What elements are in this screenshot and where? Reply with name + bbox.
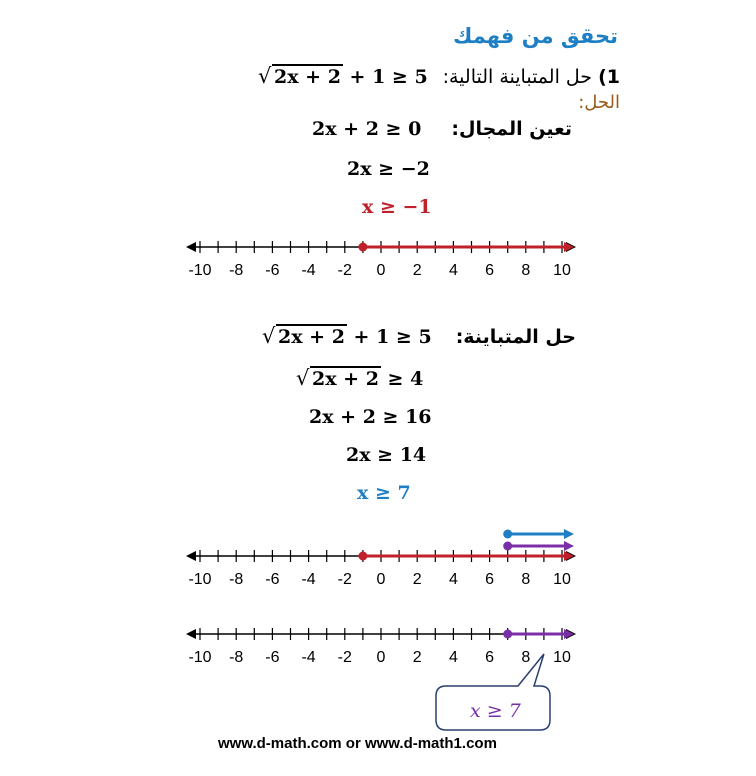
solve-line-3: 2x + 2 ≥ 16: [309, 406, 432, 428]
solve-result: x ≥ 7: [357, 482, 411, 504]
problem-text: حل المتباينة التالية:: [442, 66, 593, 88]
tick-label: -6: [265, 571, 280, 588]
tick-label: -8: [229, 262, 244, 279]
sqrt-expression: √ 2x + 2: [258, 64, 341, 88]
tick-label: 0: [376, 571, 386, 588]
tick-label: 8: [521, 649, 531, 666]
tick-label: -10: [188, 649, 212, 666]
tick-label: -2: [337, 262, 352, 279]
tick-label: -4: [301, 649, 316, 666]
inequality-rest: + 1 ≥ 5: [353, 326, 432, 348]
page-title: تحقق من فهمك: [453, 24, 618, 48]
tick-label: -10: [188, 571, 212, 588]
tick-label: -8: [229, 571, 244, 588]
tick-label: 8: [521, 571, 531, 588]
axis-arrow-left-domain: [186, 242, 196, 252]
domain-line-1: 2x + 2 ≥ 0: [312, 118, 422, 140]
solution-ray-purple-arrow: [564, 541, 574, 551]
answer-ray-point: [503, 630, 512, 639]
tick-label: 2: [412, 571, 422, 588]
tick-label: 10: [553, 571, 571, 588]
domain-line-2: 2x ≥ −2: [347, 158, 430, 180]
tick-label: 10: [553, 262, 571, 279]
tick-label: 6: [485, 571, 495, 588]
tick-label: 6: [485, 262, 495, 279]
sqrt-expression: √ 2x + 2: [296, 366, 379, 390]
radicand: 2x + 2: [312, 368, 379, 390]
tick-label: 4: [448, 262, 458, 279]
tick-label: -8: [229, 649, 244, 666]
axis-arrow-left-combined: [186, 551, 196, 561]
tick-label: -6: [265, 262, 280, 279]
tick-label: 0: [376, 262, 386, 279]
domain-result: x ≥ −1: [362, 196, 432, 218]
domain-ray-2-point: [358, 552, 367, 561]
solution-ray-blue-point: [503, 530, 512, 539]
tick-label: 10: [553, 649, 571, 666]
inequality-rest: + 1 ≥ 5: [349, 66, 428, 88]
tick-label: 2: [412, 649, 422, 666]
solution-ray-blue-arrow: [564, 529, 574, 539]
solve-line-4: 2x ≥ 14: [346, 444, 427, 466]
tick-label: -6: [265, 649, 280, 666]
tick-label: 4: [448, 649, 458, 666]
tick-label: -2: [337, 571, 352, 588]
radicand: 2x + 2: [278, 326, 345, 348]
tick-label: -4: [301, 262, 316, 279]
tick-label: 2: [412, 262, 422, 279]
tick-label: 4: [448, 571, 458, 588]
tick-label: -2: [337, 649, 352, 666]
tick-label: 8: [521, 262, 531, 279]
solution-ray-purple-point: [503, 542, 512, 551]
domain-ray-point: [358, 243, 367, 252]
inequality-rest: ≥ 4: [387, 368, 424, 390]
solution-label: الحل:: [578, 92, 620, 113]
tick-label: 0: [376, 649, 386, 666]
tick-label: -10: [188, 262, 212, 279]
tick-label: 6: [485, 649, 495, 666]
sqrt-expression: √ 2x + 2: [262, 324, 345, 348]
tick-label: -4: [301, 571, 316, 588]
axis-arrow-left-answer: [186, 629, 196, 639]
radicand: 2x + 2: [274, 66, 341, 88]
domain-heading: تعين المجال:: [451, 118, 572, 140]
solve-heading: حل المتباينة:: [455, 326, 576, 348]
footer-url[interactable]: www.d-math.com or www.d-math1.com: [218, 735, 497, 752]
problem-number: 1): [598, 66, 620, 88]
callout-text: x ≥ 7: [470, 700, 521, 722]
